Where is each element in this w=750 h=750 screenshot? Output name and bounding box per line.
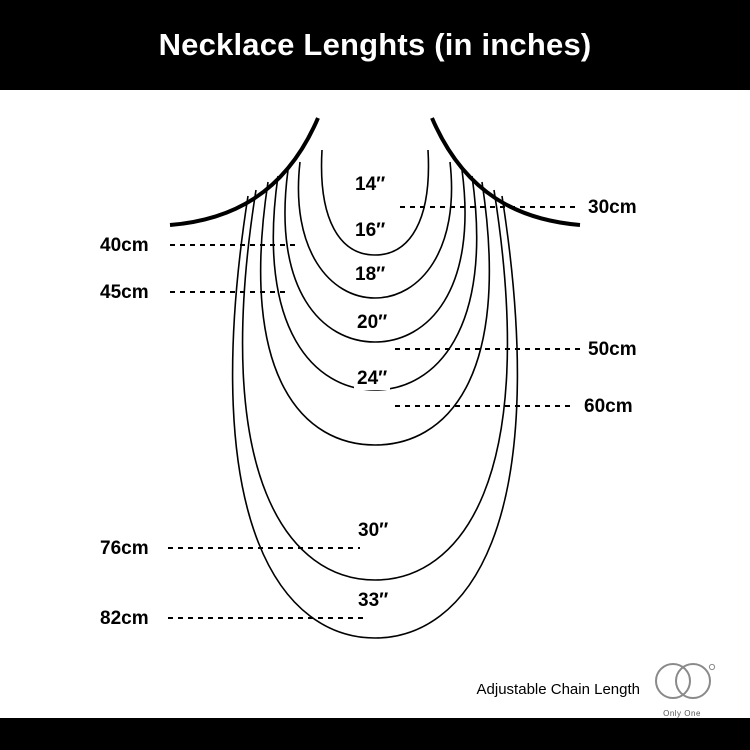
adjustable-chain-note: Adjustable Chain Length <box>476 681 640 698</box>
inch-label-20: 20″ <box>354 312 390 334</box>
cm-label-60: 60cm <box>584 396 633 417</box>
cm-label-82: 82cm <box>100 608 149 629</box>
header-band <box>0 0 750 90</box>
inch-label-14: 14″ <box>352 174 388 196</box>
cm-label-76: 76cm <box>100 538 149 559</box>
chain-33 <box>233 196 518 638</box>
page-title: Necklace Lenghts (in inches) <box>158 27 592 62</box>
cm-label-50: 50cm <box>588 339 637 360</box>
shoulder-silhouette <box>170 118 580 225</box>
cm-label-45: 45cm <box>100 282 149 303</box>
two-circles-logo-icon <box>646 660 718 706</box>
diagram-area <box>0 90 750 718</box>
logo-caption: Only One <box>663 709 701 718</box>
footer-band <box>0 718 750 750</box>
inch-label-33: 33″ <box>355 590 391 612</box>
cm-label-40: 40cm <box>100 235 149 256</box>
cm-label-30: 30cm <box>588 197 637 218</box>
inch-label-18: 18″ <box>352 264 388 286</box>
brand-logo <box>646 660 718 718</box>
inch-label-16: 16″ <box>352 220 388 242</box>
inch-label-30: 30″ <box>355 520 391 542</box>
inch-label-24: 24″ <box>354 368 390 390</box>
